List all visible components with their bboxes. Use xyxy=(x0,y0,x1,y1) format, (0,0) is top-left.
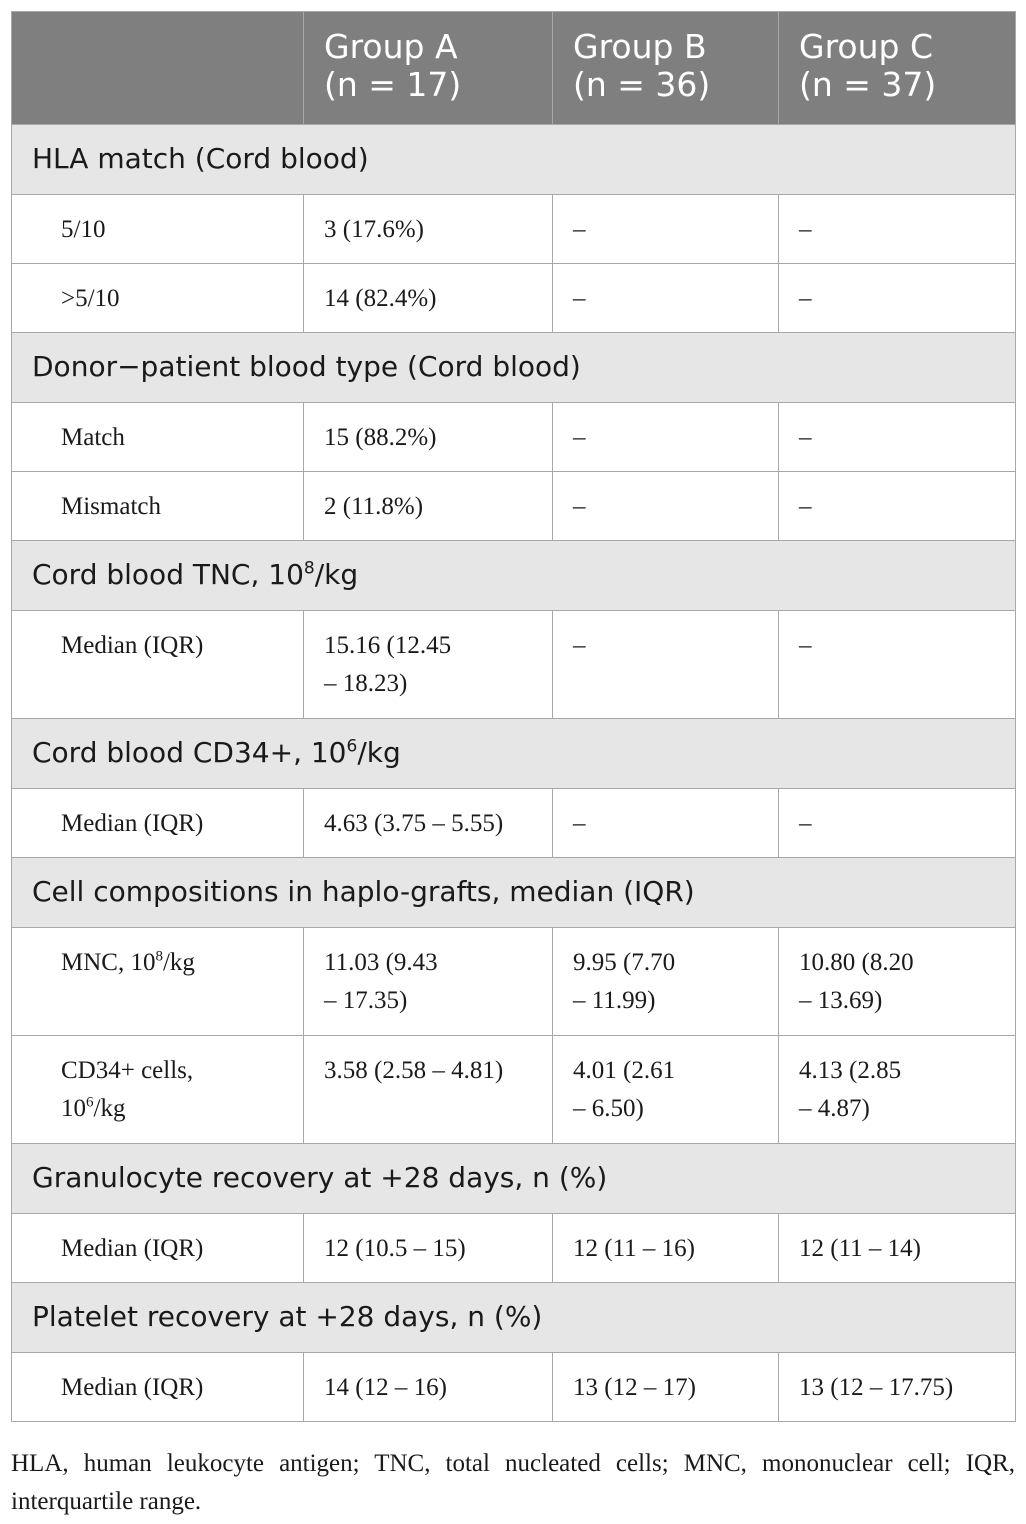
header-group-a xyxy=(304,12,553,125)
cell-group-b: – xyxy=(553,611,779,719)
table-row xyxy=(12,472,1016,541)
row-label: Median (IQR) xyxy=(12,1214,304,1283)
cell-line-2: – 11.99) xyxy=(573,987,656,1014)
table-row xyxy=(12,403,1016,472)
section-platelet-recovery xyxy=(12,1283,1016,1353)
header-group-b-name: Group B xyxy=(573,27,707,66)
section-title-unit: /kg xyxy=(357,736,401,769)
cell-group-b: – xyxy=(553,264,779,333)
header-row xyxy=(12,12,1016,125)
table-footnote: HLA, human leukocyte antigen; TNC, total nucleated cells; MNC, mononuclear cell; IQR, interquartile range. xyxy=(11,1450,1015,1515)
cell-group-a: 4.63 (3.75 – 5.55) xyxy=(304,789,553,858)
row-label: >5/10 xyxy=(12,264,304,333)
cell-line-2: – 18.23) xyxy=(324,670,408,697)
cell-group-b: – xyxy=(553,195,779,264)
table-row xyxy=(12,264,1016,333)
section-hla-match xyxy=(12,125,1016,195)
cell-group-b: – xyxy=(553,403,779,472)
cell-group-a: 14 (12 – 16) xyxy=(304,1353,553,1422)
data-table xyxy=(11,11,1016,1422)
cell-group-c: – xyxy=(779,403,1016,472)
row-label xyxy=(12,928,304,1036)
cell-group-a: 3.58 (2.58 – 4.81) xyxy=(304,1036,553,1144)
header-empty-cell xyxy=(12,12,304,125)
cell-group-c xyxy=(779,1036,1016,1144)
section-title-unit: /kg xyxy=(314,558,359,591)
cell-group-c: – xyxy=(779,195,1016,264)
cell-group-c: 13 (12 – 17.75) xyxy=(779,1353,1016,1422)
table-container xyxy=(11,11,1015,1422)
row-label: Match xyxy=(12,403,304,472)
row-label xyxy=(12,1036,304,1144)
cell-line-2: – 17.35) xyxy=(324,987,408,1014)
row-label: Median (IQR) xyxy=(12,611,304,719)
cell-group-a: 2 (11.8%) xyxy=(304,472,553,541)
section-title-text: Cord blood CD34+, 10 xyxy=(32,736,347,769)
cell-group-c: – xyxy=(779,789,1016,858)
section-title-text: Cord blood TNC, 10 xyxy=(32,558,304,591)
cell-group-a xyxy=(304,928,553,1036)
cell-group-b: 12 (11 – 16) xyxy=(553,1214,779,1283)
row-label-unit: /kg xyxy=(162,949,195,976)
cell-group-b: 13 (12 – 17) xyxy=(553,1353,779,1422)
cell-group-a: 15 (88.2%) xyxy=(304,403,553,472)
row-label-exponent: 8 xyxy=(155,948,163,965)
table-row xyxy=(12,611,1016,719)
cell-line-2: – 4.87) xyxy=(799,1095,870,1122)
cell-group-a xyxy=(304,611,553,719)
cell-group-c xyxy=(779,928,1016,1036)
cell-line-1: 4.13 (2.85 xyxy=(799,1057,902,1084)
section-title: Donor−patient blood type (Cord blood) xyxy=(12,333,1016,403)
cell-line-1: 11.03 (9.43 xyxy=(324,949,438,976)
row-label-unit: /kg xyxy=(93,1095,126,1122)
section-title-exponent: 6 xyxy=(346,736,358,757)
section-title xyxy=(12,719,1016,789)
row-label-exponent: 6 xyxy=(86,1094,94,1111)
header-group-c xyxy=(779,12,1016,125)
section-cord-blood-cd34 xyxy=(12,719,1016,789)
table-row xyxy=(12,1036,1016,1144)
header-group-a-n: (n = 17) xyxy=(324,65,462,104)
table-row xyxy=(12,928,1016,1036)
cell-group-b xyxy=(553,1036,779,1144)
cell-group-c: – xyxy=(779,472,1016,541)
row-label-text: MNC, 10 xyxy=(61,949,156,976)
cell-line-1: 15.16 (12.45 xyxy=(324,632,452,659)
section-title: Granulocyte recovery at +28 days, n (%) xyxy=(12,1144,1016,1214)
cell-line-2: – 6.50) xyxy=(573,1095,644,1122)
section-title xyxy=(12,541,1016,611)
row-label-text: 10 xyxy=(61,1095,86,1122)
section-title: HLA match (Cord blood) xyxy=(12,125,1016,195)
section-blood-type xyxy=(12,333,1016,403)
header-group-b xyxy=(553,12,779,125)
row-label: Median (IQR) xyxy=(12,1353,304,1422)
row-label: 5/10 xyxy=(12,195,304,264)
cell-group-a: 3 (17.6%) xyxy=(304,195,553,264)
cell-line-1: 4.01 (2.61 xyxy=(573,1057,676,1084)
cell-group-a: 12 (10.5 – 15) xyxy=(304,1214,553,1283)
row-label-line-1: CD34+ cells, xyxy=(61,1057,194,1084)
section-cell-compositions xyxy=(12,858,1016,928)
row-label: Mismatch xyxy=(12,472,304,541)
table-row xyxy=(12,1353,1016,1422)
section-title-exponent: 8 xyxy=(303,558,315,579)
header-group-c-n: (n = 37) xyxy=(799,65,937,104)
cell-group-b: – xyxy=(553,472,779,541)
cell-group-b xyxy=(553,928,779,1036)
header-group-b-n: (n = 36) xyxy=(573,65,711,104)
row-label: Median (IQR) xyxy=(12,789,304,858)
cell-group-c: 12 (11 – 14) xyxy=(779,1214,1016,1283)
cell-line-1: 9.95 (7.70 xyxy=(573,949,676,976)
cell-group-c: – xyxy=(779,611,1016,719)
section-title: Cell compositions in haplo-grafts, median (IQR) xyxy=(12,858,1016,928)
header-group-a-name: Group A xyxy=(324,27,458,66)
cell-group-b: – xyxy=(553,789,779,858)
cell-group-a: 14 (82.4%) xyxy=(304,264,553,333)
cell-group-c: – xyxy=(779,264,1016,333)
section-title: Platelet recovery at +28 days, n (%) xyxy=(12,1283,1016,1353)
cell-line-2: – 13.69) xyxy=(799,987,883,1014)
table-row xyxy=(12,1214,1016,1283)
table-row xyxy=(12,789,1016,858)
cell-line-1: 10.80 (8.20 xyxy=(799,949,914,976)
table-row xyxy=(12,195,1016,264)
header-group-c-name: Group C xyxy=(799,27,933,66)
section-granulocyte-recovery xyxy=(12,1144,1016,1214)
section-cord-blood-tnc xyxy=(12,541,1016,611)
